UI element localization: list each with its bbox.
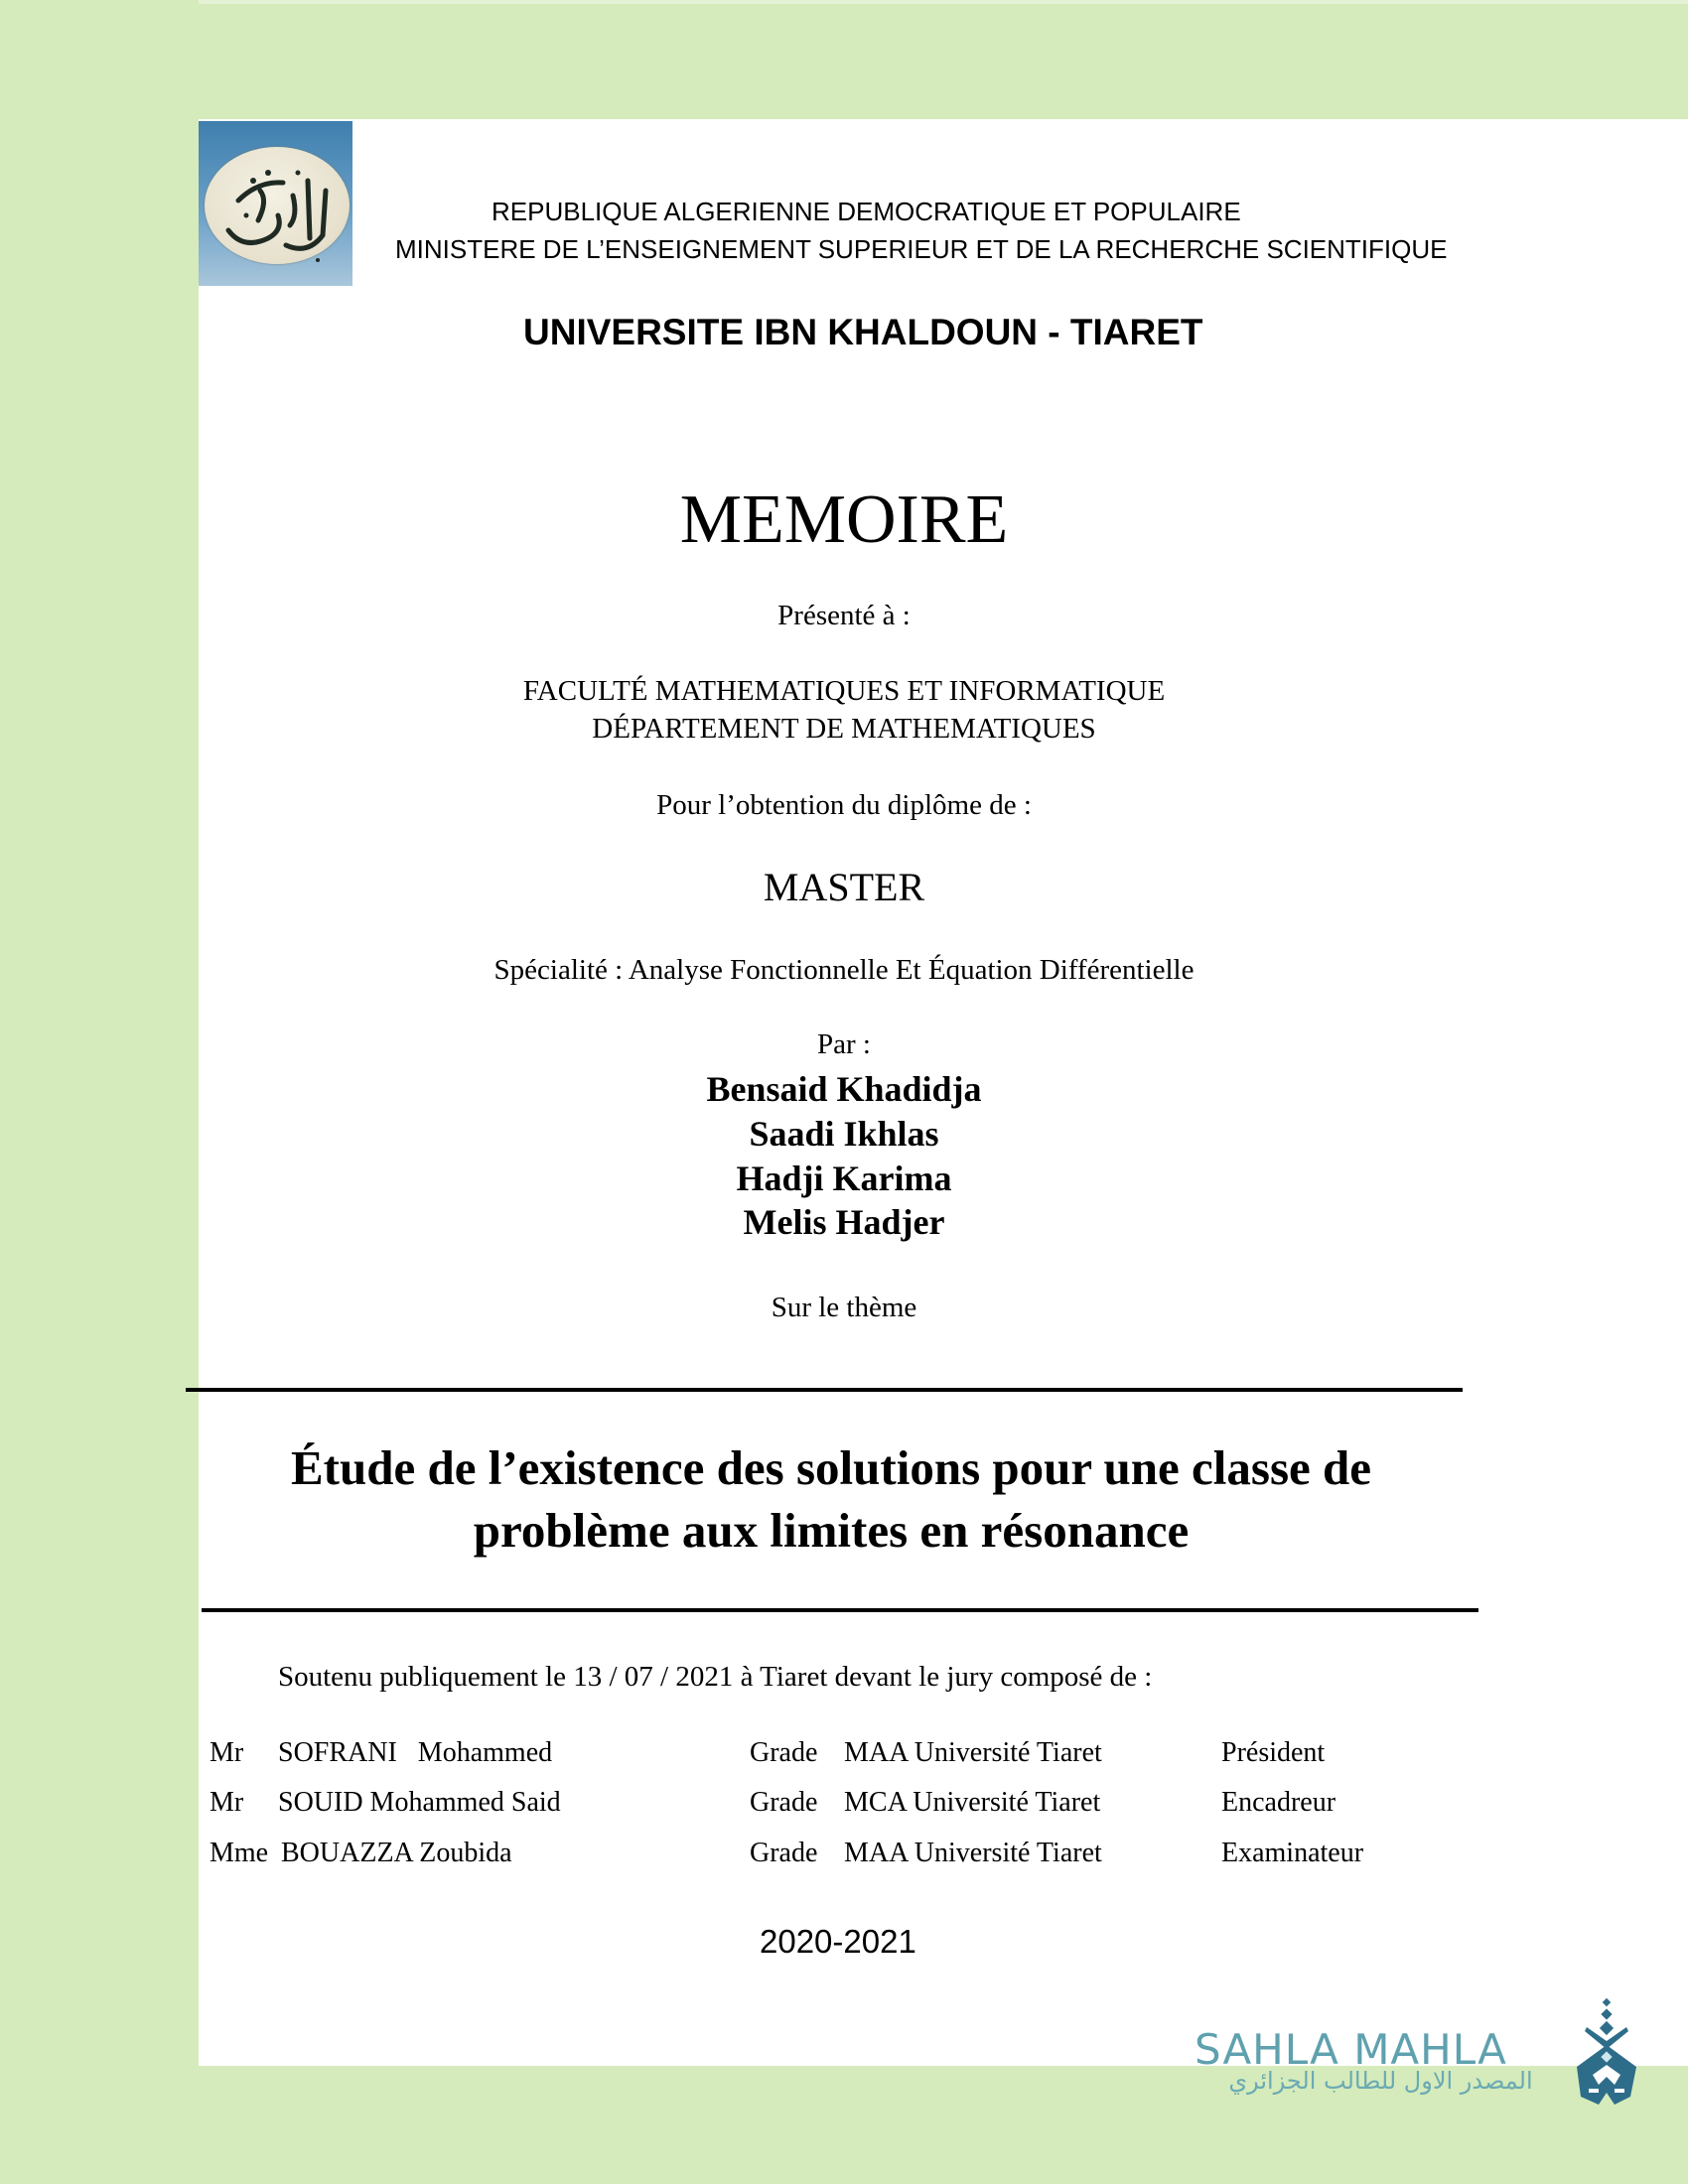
author-name: Bensaid Khadidja: [706, 1069, 982, 1109]
ministry-heading: MINISTERE DE L’ENSEIGNEMENT SUPERIEUR ET DE LA RECHERCHE SCIENTIFIQUE: [395, 234, 1448, 264]
jury-grade-label: Grade: [750, 1787, 818, 1818]
jury-role: Encadreur: [1221, 1787, 1336, 1818]
presented-to-label: Présenté à :: [777, 600, 911, 631]
jury-name: SOFRANI Mohammed: [278, 1737, 553, 1768]
calligraphy-icon: [199, 121, 352, 286]
jury-grade-label: Grade: [750, 1737, 818, 1768]
title-rule-top: [186, 1388, 1463, 1392]
author-name: Saadi Ikhlas: [749, 1114, 939, 1154]
sahla-mahla-logo-icon: [1569, 1997, 1643, 2107]
degree-label: Pour l’obtention du diplôme de :: [656, 789, 1032, 821]
jury-name: BOUAZZA Zoubida: [281, 1838, 512, 1868]
defense-statement: Soutenu publiquement le 13 / 07 / 2021 à Tiaret devant le jury composé de :: [278, 1661, 1153, 1693]
thesis-title-line1: Étude de l’existence des solutions pour une classe de: [290, 1440, 1372, 1495]
frame-top-edge: [199, 0, 1688, 4]
university-seal-icon: [199, 121, 352, 286]
jury-grade-label: Grade: [750, 1838, 818, 1868]
degree-name: MASTER: [763, 865, 925, 909]
jury-title: Mr: [210, 1787, 244, 1818]
jury-title: Mme: [210, 1838, 269, 1868]
jury-role: Examinateur: [1221, 1838, 1364, 1868]
jury-role: Président: [1221, 1737, 1326, 1768]
jury-name: SOUID Mohammed Said: [278, 1787, 561, 1818]
watermark-brand: SAHLA MAHLA: [1195, 2025, 1507, 2074]
republic-heading: REPUBLIQUE ALGERIENNE DEMOCRATIQUE ET POPULAIRE: [492, 197, 1241, 226]
jury-grade: MCA Université Tiaret: [844, 1787, 1101, 1818]
by-label: Par :: [817, 1028, 871, 1060]
author-name: Hadji Karima: [736, 1159, 952, 1198]
thesis-title-line2: problème aux limites en résonance: [473, 1503, 1190, 1558]
title-rule-bottom: [202, 1608, 1478, 1612]
jury-grade: MAA Université Tiaret: [844, 1737, 1102, 1768]
theme-label: Sur le thème: [771, 1292, 917, 1323]
watermark-tagline: المصدر الاول للطالب الجزائري: [1228, 2067, 1533, 2095]
jury-title: Mr: [210, 1737, 244, 1768]
specialty: Spécialité : Analyse Fonctionnelle Et Équation Différentielle: [493, 954, 1195, 986]
author-name: Melis Hadjer: [743, 1202, 945, 1242]
academic-year: 2020-2021: [760, 1923, 916, 1960]
jury-grade: MAA Université Tiaret: [844, 1838, 1102, 1868]
document-type: MEMOIRE: [679, 481, 1009, 558]
department-name: DÉPARTEMENT DE MATHEMATIQUES: [592, 713, 1096, 745]
university-name: UNIVERSITE IBN KHALDOUN - TIARET: [523, 312, 1203, 352]
faculty-name: FACULTÉ MATHEMATIQUES ET INFORMATIQUE: [522, 675, 1166, 707]
